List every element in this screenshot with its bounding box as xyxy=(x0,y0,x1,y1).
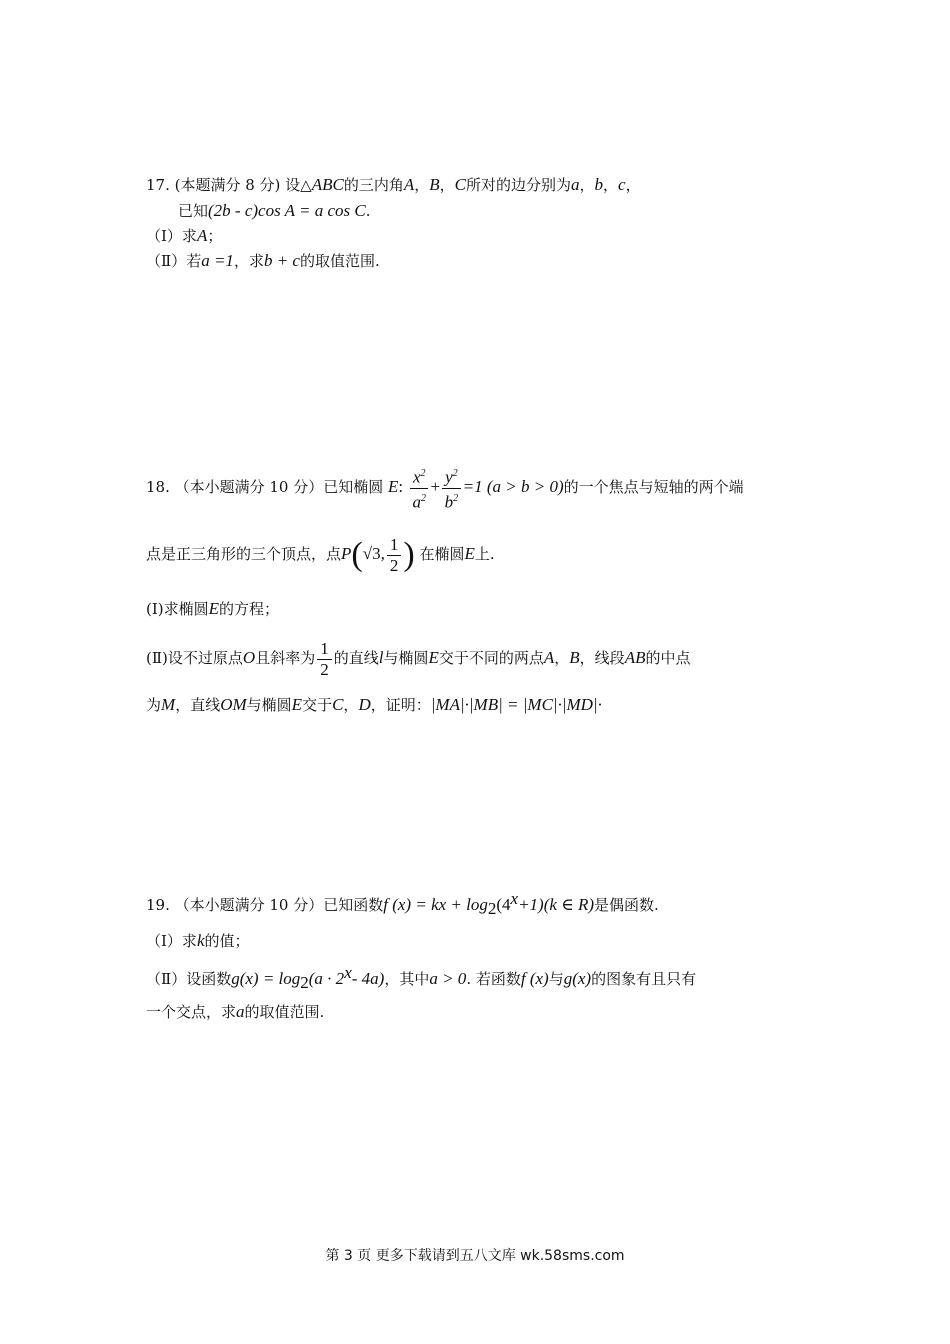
sub: 2 xyxy=(300,973,309,992)
page-footer: 第 3 页 更多下载请到五八文库 wk.58sms.com xyxy=(325,1248,625,1264)
q18-part2 xyxy=(146,636,690,680)
f-definition-tail: +1)(k ∈ R) xyxy=(518,895,595,914)
var-C: C xyxy=(454,175,466,194)
var-M: M xyxy=(161,695,176,714)
comma: ， xyxy=(343,696,359,714)
g-definition: g(x) = log xyxy=(231,969,301,988)
q17-part2 xyxy=(146,250,380,272)
var-E: E xyxy=(428,648,439,667)
g-definition-tail: - 4a) xyxy=(351,969,385,988)
q17-line2 xyxy=(178,200,370,222)
sub: 2 xyxy=(487,899,497,918)
var-l: l xyxy=(378,648,384,667)
expression: b + c xyxy=(263,251,300,270)
plus: + xyxy=(430,477,441,497)
text: 与椭圆 xyxy=(246,696,292,714)
q18-line5 xyxy=(146,694,602,716)
var-O: O xyxy=(242,648,256,667)
text: 与椭圆 xyxy=(383,649,429,667)
paren-left: ( xyxy=(351,536,363,573)
var-b: b xyxy=(444,492,454,512)
var-E: E xyxy=(208,599,220,618)
var-B: B xyxy=(429,175,440,194)
text: 一个交点，求 xyxy=(146,1003,237,1021)
q18-title: 18. （本小题满分 10 分）已知椭圆 xyxy=(146,478,384,497)
comma: ， xyxy=(603,176,619,194)
text: ，其中 xyxy=(384,970,430,988)
var-E: E xyxy=(464,544,475,563)
text: . xyxy=(365,202,371,220)
f-definition: f (x) = kx + log xyxy=(383,895,488,914)
text: ； xyxy=(207,227,223,245)
text: (Ⅰ)求椭圆 xyxy=(146,600,209,618)
q17-formula: (2b - c)cos A = a cos C xyxy=(208,201,366,220)
comma: ， xyxy=(625,176,641,194)
q17-title: 17. (本题满分 8 分) 设△ xyxy=(146,176,312,194)
q19-part1 xyxy=(146,930,250,952)
var-a: a xyxy=(236,1002,245,1021)
text: （Ⅱ）若 xyxy=(146,252,202,270)
text: . 若函数 xyxy=(466,970,521,988)
var-a: a xyxy=(412,492,421,512)
text: 的直线 xyxy=(333,649,379,667)
fraction-one-half xyxy=(317,639,332,680)
sup: 2 xyxy=(452,468,458,479)
fraction-y2-b2 xyxy=(442,464,461,512)
ellipse-condition: =1 (a > b > 0) xyxy=(462,477,564,497)
var-C: C xyxy=(332,695,344,714)
q17-line1 xyxy=(146,174,641,196)
sup: 2 xyxy=(420,468,426,479)
text: 的值； xyxy=(204,932,250,950)
q19-line4 xyxy=(146,1001,324,1023)
var-c: c xyxy=(618,175,626,194)
var-x: x xyxy=(412,467,421,487)
q18-line1 xyxy=(146,464,744,512)
text: 的取值范围. xyxy=(299,252,380,270)
text: 的三内角 xyxy=(343,176,404,194)
var-P: P xyxy=(341,544,352,563)
comma: ， xyxy=(414,176,430,194)
text: (Ⅱ)设不过原点 xyxy=(146,649,243,667)
q18-line2 xyxy=(146,532,495,577)
sup: x xyxy=(344,963,352,982)
var-A: A xyxy=(543,648,555,667)
condition: a =1 xyxy=(201,251,234,270)
text: ，求 xyxy=(233,252,264,270)
text: 是偶函数. xyxy=(594,896,659,914)
text: 的取值范围. xyxy=(244,1003,325,1021)
fx: f (x) xyxy=(520,969,549,988)
fraction-one-half xyxy=(387,535,402,576)
text: 的图象有且只有 xyxy=(591,970,697,988)
denominator: 2 xyxy=(320,659,329,679)
var-E: E xyxy=(388,477,399,497)
text: 的一个焦点与短轴的两个端 xyxy=(563,478,744,497)
g-definition-rest: (a · 2 xyxy=(308,969,345,988)
text: 所对的边分别为 xyxy=(466,176,572,194)
text: 已知 xyxy=(178,202,209,220)
comma: ， xyxy=(579,176,595,194)
text: ，线段 xyxy=(579,649,625,667)
var-B: B xyxy=(569,648,580,667)
var-A: A xyxy=(403,175,415,194)
text: 为 xyxy=(146,696,162,714)
gx: g(x) xyxy=(563,969,592,988)
text: 与 xyxy=(548,970,564,988)
q19-line1 xyxy=(146,888,659,920)
var-b: b xyxy=(594,175,604,194)
comma: ， xyxy=(439,176,455,194)
numerator: 1 xyxy=(387,535,402,556)
text: 交于不同的两点 xyxy=(438,649,544,667)
text: 上. xyxy=(474,545,495,563)
f-definition-rest: (4 xyxy=(496,895,511,914)
numerator: 1 xyxy=(317,639,332,660)
var-D: D xyxy=(358,695,371,714)
text: 点是正三角形的三个顶点，点 xyxy=(146,545,342,563)
line-OM: OM xyxy=(220,695,247,714)
proof-statement: |MA|·|MB| = |MC|·|MD|· xyxy=(430,695,602,714)
comma: ， xyxy=(554,649,570,667)
text: 交于 xyxy=(302,696,333,714)
q18-part1 xyxy=(146,598,279,620)
sup: 2 xyxy=(420,492,426,504)
paren-right: ) xyxy=(403,536,415,573)
triangle-name: ABC xyxy=(311,175,344,194)
q17-part1 xyxy=(146,225,222,247)
sup: 2 xyxy=(453,492,459,504)
fraction-x2-a2 xyxy=(410,464,429,512)
var-A: A xyxy=(196,226,208,245)
sup: x xyxy=(510,889,519,908)
sqrt3: √3, xyxy=(362,544,385,563)
text: （Ⅰ）求 xyxy=(146,227,197,245)
colon: : xyxy=(398,477,404,497)
q19-title: 19. （本小题满分 10 分）已知函数 xyxy=(146,896,384,914)
q19-part2 xyxy=(146,962,696,994)
var-a: a xyxy=(571,175,580,194)
text: ，证明： xyxy=(370,696,431,714)
var-k: k xyxy=(196,931,205,950)
text: （Ⅰ）求 xyxy=(146,932,197,950)
condition: a > 0 xyxy=(429,969,467,988)
text: 的方程； xyxy=(219,600,280,618)
text: 且斜率为 xyxy=(255,649,316,667)
denominator: 2 xyxy=(389,555,399,575)
var-y: y xyxy=(445,467,453,487)
text: ，直线 xyxy=(175,696,221,714)
text: 在椭圆 xyxy=(419,545,465,563)
var-E: E xyxy=(291,695,303,714)
text: （Ⅱ）设函数 xyxy=(146,970,232,988)
segment-AB: AB xyxy=(624,648,646,667)
text: 的中点 xyxy=(645,649,691,667)
